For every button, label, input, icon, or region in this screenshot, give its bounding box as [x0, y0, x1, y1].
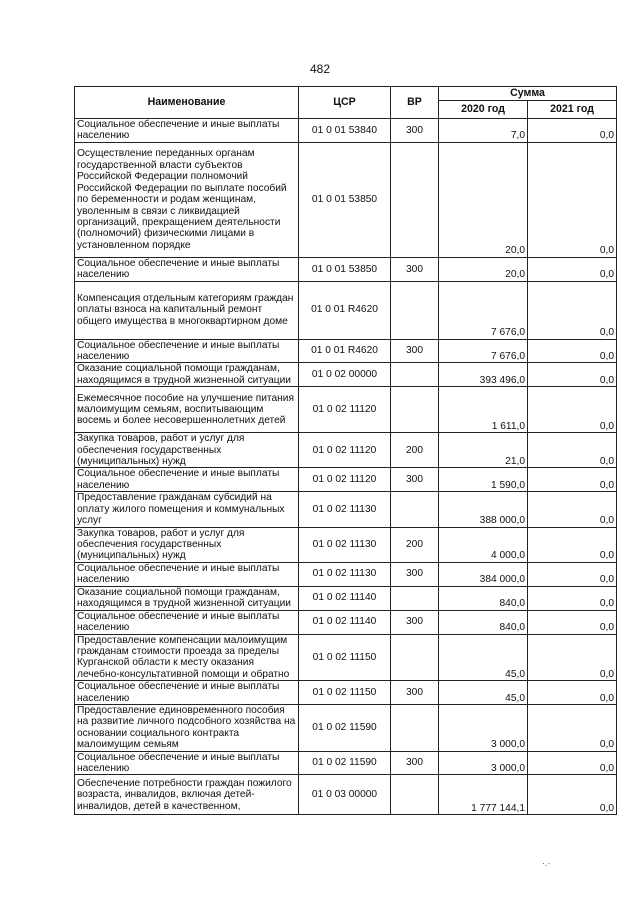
- table-row: [75, 610, 617, 634]
- row-name: Предоставление компенсации малоимущим гражданам стоимости проезда за пределы Курганской области к месту оказания лечебно-консультативной помощи и обратно: [75, 634, 299, 681]
- table-row: [75, 492, 617, 527]
- row-vr: [391, 775, 439, 815]
- table-row: [75, 775, 617, 815]
- row-name: Компенсация отдельным категориям граждан оплаты взноса на капитальный ремонт общего имущества в многоквартирном доме: [75, 281, 299, 339]
- row-name: Предоставление гражданам субсидий на оплату жилого помещения и коммунальных услуг: [75, 492, 299, 527]
- row-sum-2020: 840,0: [439, 586, 528, 610]
- row-csr: 01 0 02 11150: [299, 681, 391, 705]
- row-vr: 200: [391, 433, 439, 468]
- row-name: Социальное обеспечение и иные выплаты населению: [75, 681, 299, 705]
- row-vr: 300: [391, 610, 439, 634]
- table-row: [75, 681, 617, 705]
- row-vr: [391, 281, 439, 339]
- row-sum-2020: 1 611,0: [439, 387, 528, 433]
- table-row: [75, 339, 617, 363]
- row-sum-2020: 4 000,0: [439, 527, 528, 562]
- table-row: [75, 751, 617, 775]
- row-name: Оказание социальной помощи гражданам, находящимся в трудной жизненной ситуации: [75, 363, 299, 387]
- row-name: Социальное обеспечение и иные выплаты населению: [75, 610, 299, 634]
- row-sum-2021: 0,0: [528, 492, 617, 527]
- row-vr: [391, 704, 439, 751]
- row-vr: 300: [391, 562, 439, 586]
- row-sum-2020: 7 676,0: [439, 339, 528, 363]
- row-csr: 01 0 02 11150: [299, 634, 391, 681]
- row-csr: 01 0 02 11120: [299, 433, 391, 468]
- page-mark: ·.·: [542, 858, 551, 868]
- table-row: [75, 468, 617, 492]
- row-sum-2021: 0,0: [528, 339, 617, 363]
- row-sum-2021: 0,0: [528, 281, 617, 339]
- row-sum-2021: 0,0: [528, 775, 617, 815]
- row-sum-2021: 0,0: [528, 387, 617, 433]
- row-name: Социальное обеспечение и иные выплаты населению: [75, 119, 299, 143]
- table-row: [75, 119, 617, 143]
- table-row: [75, 562, 617, 586]
- row-sum-2021: 0,0: [528, 634, 617, 681]
- table-row: [75, 433, 617, 468]
- row-vr: 300: [391, 119, 439, 143]
- table-row: [75, 142, 617, 257]
- row-sum-2020: 21,0: [439, 433, 528, 468]
- row-name: Социальное обеспечение и иные выплаты населению: [75, 257, 299, 281]
- row-name: Социальное обеспечение и иные выплаты населению: [75, 468, 299, 492]
- table-row: [75, 281, 617, 339]
- row-sum-2021: 0,0: [528, 527, 617, 562]
- row-sum-2020: 20,0: [439, 257, 528, 281]
- row-name: Предоставление единовременного пособия на развитие личного подсобного хозяйства на основании социального контракта малоимущим семьям: [75, 704, 299, 751]
- row-vr: 200: [391, 527, 439, 562]
- row-vr: [391, 492, 439, 527]
- table-row: [75, 257, 617, 281]
- row-csr: 01 0 01 53850: [299, 142, 391, 257]
- budget-table: [74, 86, 617, 815]
- row-csr: 01 0 03 00000: [299, 775, 391, 815]
- row-csr: 01 0 01 R4620: [299, 339, 391, 363]
- row-vr: [391, 142, 439, 257]
- row-vr: [391, 387, 439, 433]
- header-sum: Сумма: [439, 87, 617, 101]
- row-sum-2021: 0,0: [528, 433, 617, 468]
- row-sum-2021: 0,0: [528, 610, 617, 634]
- row-csr: 01 0 02 11120: [299, 387, 391, 433]
- row-csr: 01 0 02 11130: [299, 492, 391, 527]
- row-csr: 01 0 01 53850: [299, 257, 391, 281]
- row-vr: [391, 634, 439, 681]
- row-sum-2021: 0,0: [528, 119, 617, 143]
- row-csr: 01 0 02 11130: [299, 562, 391, 586]
- row-csr: 01 0 02 11120: [299, 468, 391, 492]
- header-year-2021: 2021 год: [528, 101, 617, 119]
- page-number: 482: [309, 62, 331, 76]
- header-csr: ЦСР: [299, 87, 391, 119]
- row-sum-2020: 3 000,0: [439, 751, 528, 775]
- header-year-2020: 2020 год: [439, 101, 528, 119]
- row-name: Обеспечение потребности граждан пожилого возраста, инвалидов, включая детей-инвалидов, детей в качественном,: [75, 775, 299, 815]
- row-sum-2020: 45,0: [439, 681, 528, 705]
- row-sum-2020: 1 777 144,1: [439, 775, 528, 815]
- row-name: Закупка товаров, работ и услуг для обеспечения государственных (муниципальных) нужд: [75, 433, 299, 468]
- row-sum-2021: 0,0: [528, 562, 617, 586]
- row-sum-2020: 7,0: [439, 119, 528, 143]
- row-vr: 300: [391, 339, 439, 363]
- row-name: Оказание социальной помощи гражданам, находящимся в трудной жизненной ситуации: [75, 586, 299, 610]
- row-name: Ежемесячное пособие на улучшение питания малоимущим семьям, воспитывающим восемь и более несовершеннолетних детей: [75, 387, 299, 433]
- row-sum-2021: 0,0: [528, 681, 617, 705]
- row-csr: 01 0 02 11140: [299, 586, 391, 610]
- table-row: [75, 527, 617, 562]
- row-vr: 300: [391, 257, 439, 281]
- header-vr: ВР: [391, 87, 439, 119]
- row-sum-2020: 840,0: [439, 610, 528, 634]
- row-sum-2021: 0,0: [528, 586, 617, 610]
- header-name: Наименование: [75, 87, 299, 119]
- row-csr: 01 0 02 11590: [299, 704, 391, 751]
- row-csr: 01 0 01 53840: [299, 119, 391, 143]
- row-csr: 01 0 01 R4620: [299, 281, 391, 339]
- row-name: Социальное обеспечение и иные выплаты населению: [75, 562, 299, 586]
- row-sum-2020: 45,0: [439, 634, 528, 681]
- row-vr: [391, 363, 439, 387]
- row-name: Социальное обеспечение и иные выплаты населению: [75, 339, 299, 363]
- row-name: Закупка товаров, работ и услуг для обеспечения государственных (муниципальных) нужд: [75, 527, 299, 562]
- row-sum-2020: 3 000,0: [439, 704, 528, 751]
- row-sum-2021: 0,0: [528, 704, 617, 751]
- row-sum-2020: 20,0: [439, 142, 528, 257]
- row-csr: 01 0 02 11130: [299, 527, 391, 562]
- row-csr: 01 0 02 11140: [299, 610, 391, 634]
- row-sum-2020: 388 000,0: [439, 492, 528, 527]
- row-sum-2021: 0,0: [528, 363, 617, 387]
- row-sum-2020: 384 000,0: [439, 562, 528, 586]
- row-csr: 01 0 02 00000: [299, 363, 391, 387]
- table-row: [75, 363, 617, 387]
- row-vr: 300: [391, 468, 439, 492]
- row-vr: 300: [391, 681, 439, 705]
- row-sum-2021: 0,0: [528, 257, 617, 281]
- table-row: [75, 704, 617, 751]
- row-vr: 300: [391, 751, 439, 775]
- row-sum-2020: 393 496,0: [439, 363, 528, 387]
- table-row: [75, 387, 617, 433]
- row-sum-2021: 0,0: [528, 142, 617, 257]
- row-vr: [391, 586, 439, 610]
- table-row: [75, 634, 617, 681]
- row-sum-2021: 0,0: [528, 468, 617, 492]
- row-sum-2021: 0,0: [528, 751, 617, 775]
- row-sum-2020: 7 676,0: [439, 281, 528, 339]
- row-sum-2020: 1 590,0: [439, 468, 528, 492]
- table-row: [75, 586, 617, 610]
- row-name: Осуществление переданных органам государственной власти субъектов Российской Федерации полномочий Российской Федерации по выплате пособий по беременности и родам женщинам, уволенным в связи с ликвидацией организаций, прекращением деятельности (полномочий) физическими лицами в установленном порядке: [75, 142, 299, 257]
- row-name: Социальное обеспечение и иные выплаты населению: [75, 751, 299, 775]
- row-csr: 01 0 02 11590: [299, 751, 391, 775]
